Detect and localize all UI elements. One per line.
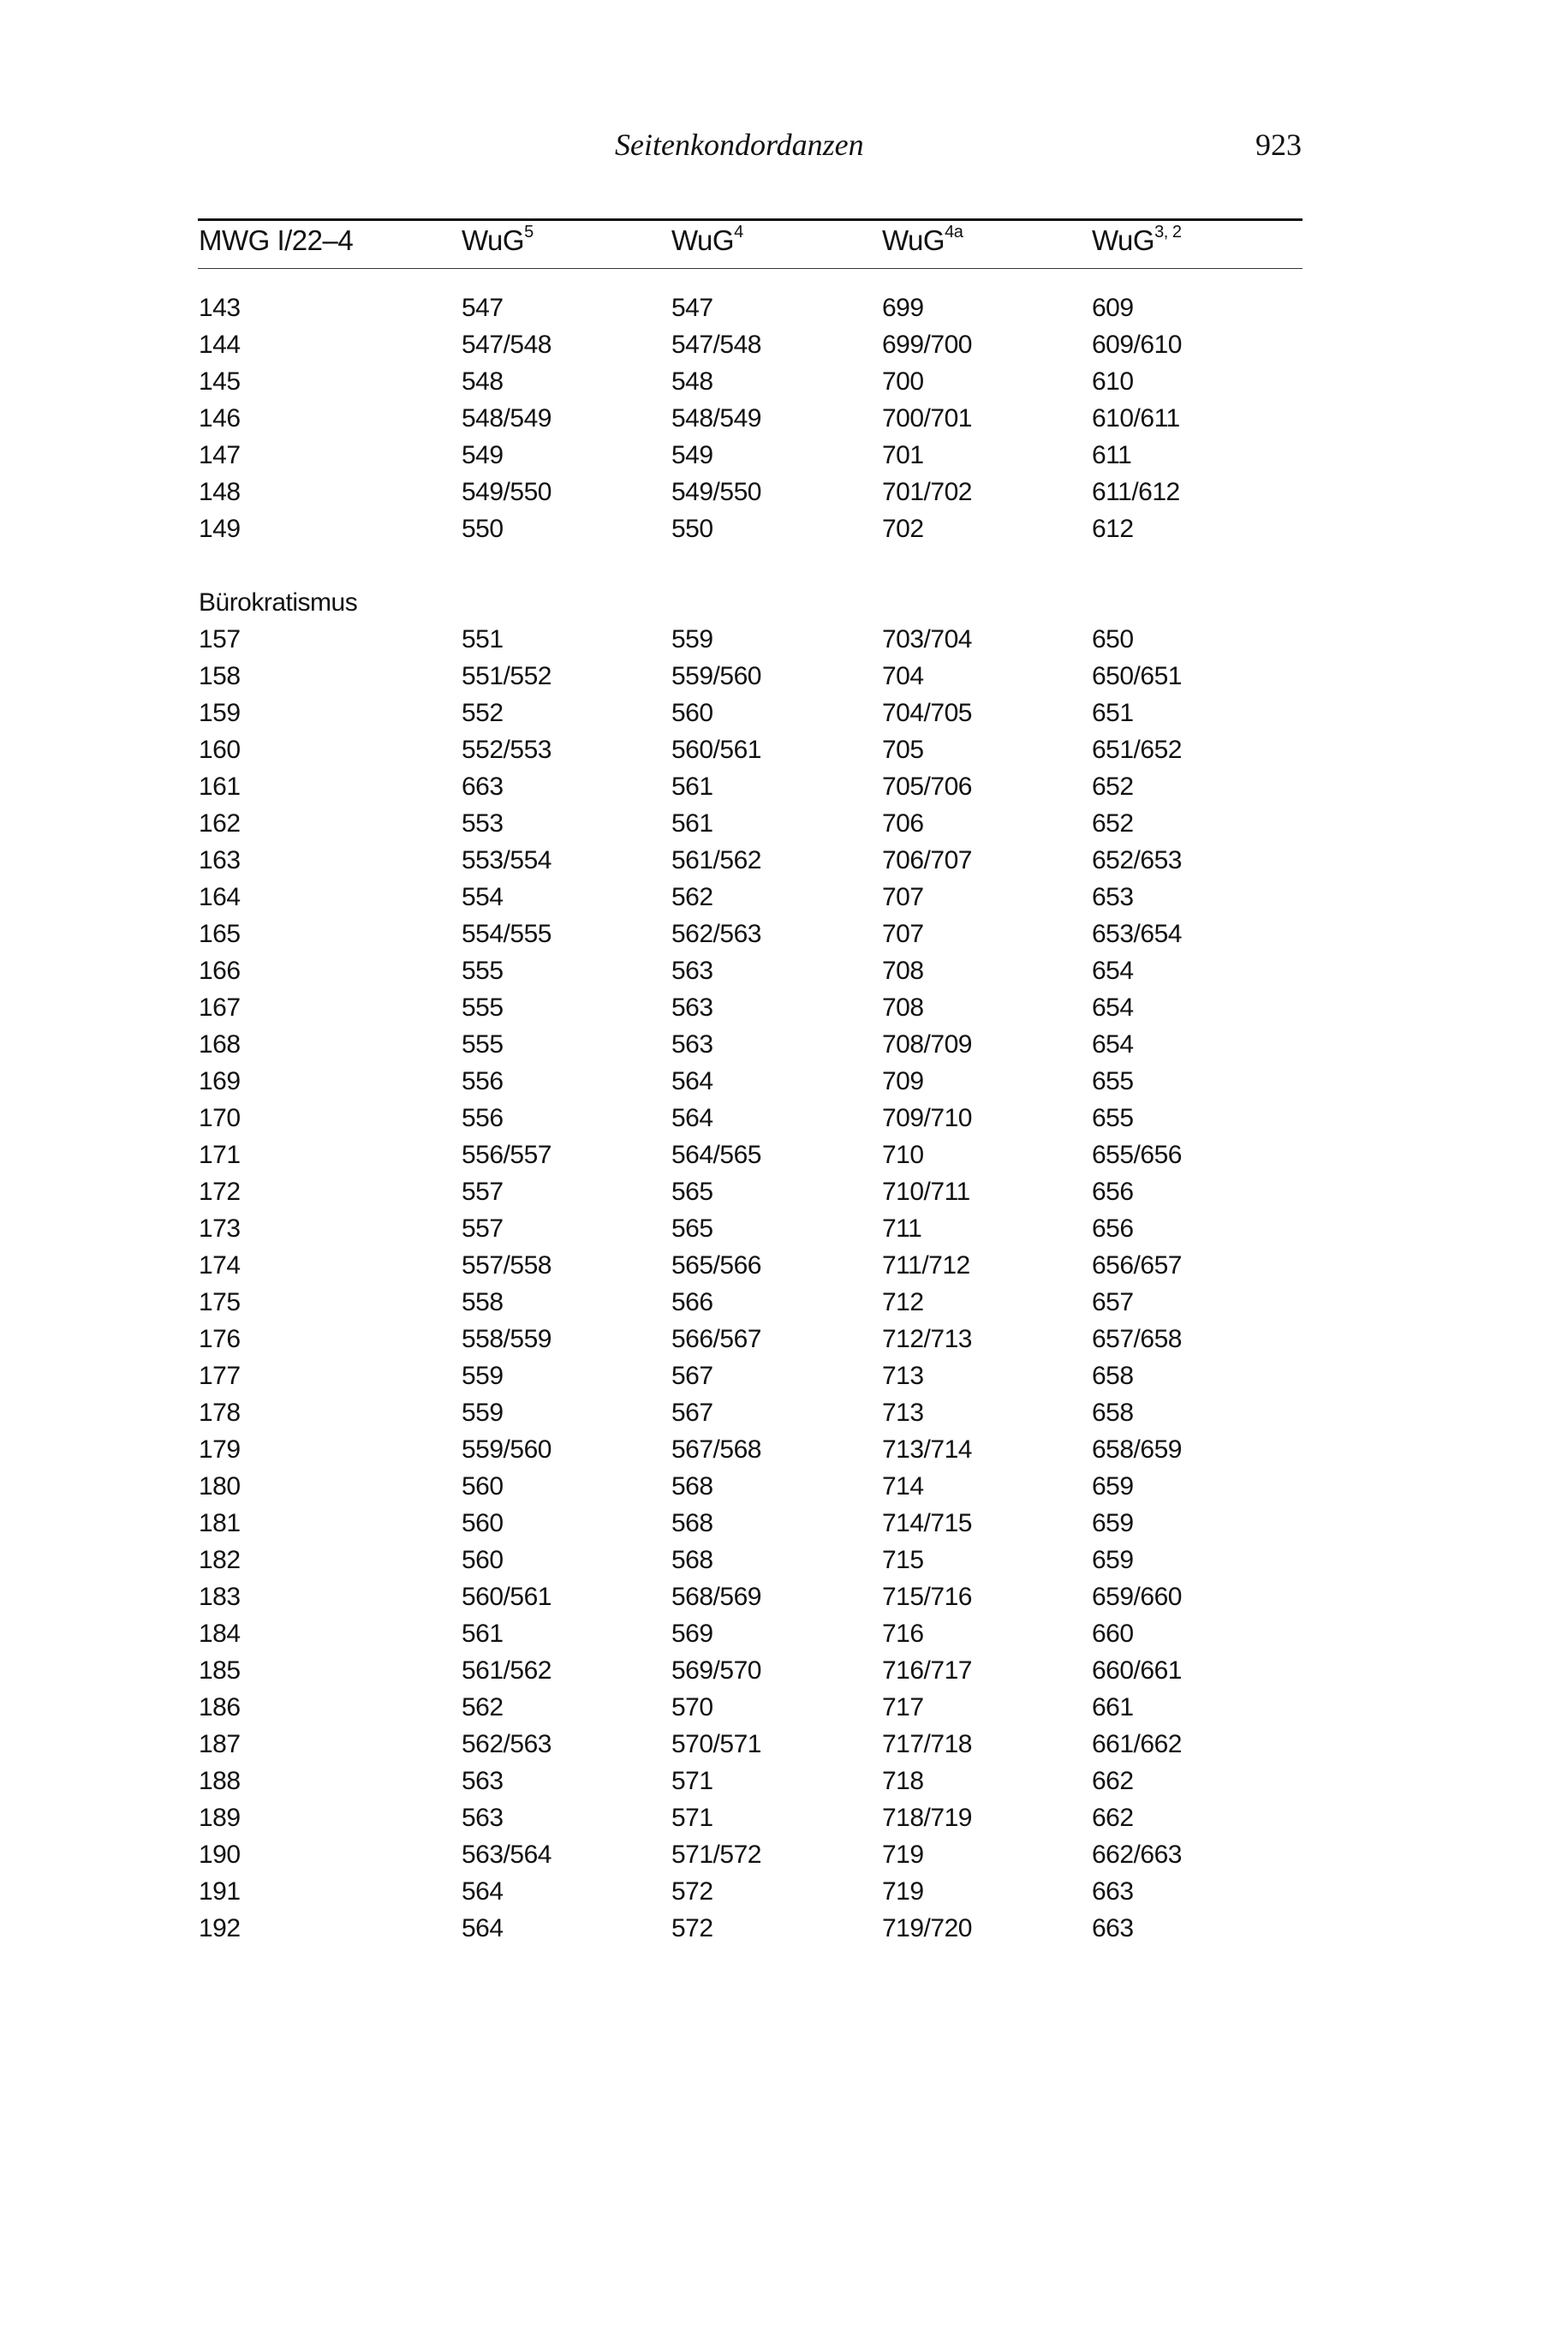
table-cell: 188 (199, 1767, 241, 1795)
table-cell: 611/612 (1092, 478, 1180, 506)
table-cell: 563/564 (462, 1841, 551, 1869)
table-header (0, 224, 1568, 264)
table-cell: 713 (882, 1362, 924, 1390)
running-head (0, 127, 1568, 170)
table-cell: 148 (199, 478, 241, 506)
table-cell: 561/562 (462, 1656, 551, 1685)
column-header: WuG$^{3, 2}$ (1092, 223, 1182, 256)
table-cell: 548/549 (462, 404, 551, 433)
table-cell: 165 (199, 920, 241, 948)
table-cell: 145 (199, 367, 241, 396)
table-cell: 189 (199, 1804, 241, 1832)
table-cell: 610/611 (1092, 404, 1180, 433)
table-cell: 558/559 (462, 1325, 551, 1353)
column-header: WuG$^{4a}$ (882, 223, 963, 256)
table-cell: 611 (1092, 441, 1132, 469)
table-cell: 548/549 (671, 404, 761, 433)
table-cell: 711/712 (882, 1251, 970, 1280)
table-cell: 713 (882, 1399, 924, 1427)
table-cell: 560 (671, 699, 713, 727)
table-cell: 567 (671, 1399, 713, 1427)
table-cell: 658 (1092, 1362, 1134, 1390)
table-row (0, 363, 1568, 400)
table-cell: 170 (199, 1104, 241, 1132)
table-cell: 653/654 (1092, 920, 1182, 948)
table-cell: 559 (671, 625, 713, 653)
table-cell: 171 (199, 1141, 241, 1169)
table-cell: 718 (882, 1767, 924, 1795)
table-cell: 715/716 (882, 1583, 972, 1611)
table-row (0, 916, 1568, 952)
table-cell: 559 (462, 1399, 504, 1427)
table-cell: 658 (1092, 1399, 1134, 1427)
table-cell: 659 (1092, 1472, 1134, 1501)
table-cell: 556 (462, 1104, 504, 1132)
table-cell: 716 (882, 1620, 924, 1648)
table-cell: 560 (462, 1546, 504, 1574)
table-cell: 567 (671, 1362, 713, 1390)
table-cell: 179 (199, 1435, 241, 1464)
table-row (0, 1799, 1568, 1836)
table-cell: 719/720 (882, 1914, 972, 1942)
table-cell: 560/561 (462, 1583, 551, 1611)
table-row (0, 1615, 1568, 1652)
table-cell: 719 (882, 1877, 924, 1906)
table-cell: 565 (671, 1214, 713, 1243)
table-cell: 550 (671, 515, 713, 543)
table-cell: 559/560 (671, 662, 761, 690)
table-cell: 702 (882, 515, 924, 543)
table-cell: 547 (462, 294, 504, 322)
table-row (0, 289, 1568, 326)
table-cell: 708 (882, 957, 924, 985)
table-row (0, 510, 1568, 547)
table-cell: 172 (199, 1178, 241, 1206)
table-cell: 167 (199, 993, 241, 1022)
table-cell: 657/658 (1092, 1325, 1182, 1353)
table-row (0, 695, 1568, 731)
table-row (0, 1726, 1568, 1763)
table-cell: 557 (462, 1178, 504, 1206)
table-cell: 149 (199, 515, 241, 543)
table-cell: 556/557 (462, 1141, 551, 1169)
table-cell: 706/707 (882, 846, 972, 874)
table-row (0, 1542, 1568, 1578)
table-cell: 555 (462, 1030, 504, 1059)
table-cell: 656 (1092, 1178, 1134, 1206)
table-cell: 566/567 (671, 1325, 761, 1353)
table-row (0, 1100, 1568, 1137)
table-row (0, 1652, 1568, 1689)
table-cell: 713/714 (882, 1435, 972, 1464)
table-cell: 551/552 (462, 662, 551, 690)
table-cell: 191 (199, 1877, 241, 1906)
table-cell: 144 (199, 331, 241, 359)
table-cell: 658/659 (1092, 1435, 1182, 1464)
table-cell: 656/657 (1092, 1251, 1182, 1280)
table-cell: 654 (1092, 957, 1134, 985)
table-row (0, 474, 1568, 510)
table-cell: 650/651 (1092, 662, 1182, 690)
table-cell: 710 (882, 1141, 924, 1169)
table-cell: 570 (671, 1693, 713, 1721)
table-cell: 709 (882, 1067, 924, 1095)
table-cell: 562/563 (671, 920, 761, 948)
table-cell: 557/558 (462, 1251, 551, 1280)
table-cell: 563 (671, 993, 713, 1022)
table-row (0, 842, 1568, 879)
table-row (0, 1578, 1568, 1615)
table-cell: 657 (1092, 1288, 1134, 1316)
table-cell: 549 (671, 441, 713, 469)
table-cell: 572 (671, 1877, 713, 1906)
table-cell: 175 (199, 1288, 241, 1316)
section-label-row (0, 584, 1568, 621)
table-row (0, 1137, 1568, 1173)
table-cell: 655 (1092, 1104, 1134, 1132)
table-cell: 552 (462, 699, 504, 727)
table-cell: 562/563 (462, 1730, 551, 1758)
table-cell: 561 (671, 773, 713, 801)
table-cell: 700 (882, 367, 924, 396)
table-cell: 168 (199, 1030, 241, 1059)
table-row (0, 621, 1568, 658)
table-cell: 557 (462, 1214, 504, 1243)
table-cell: 185 (199, 1656, 241, 1685)
table-cell: 146 (199, 404, 241, 433)
table-row (0, 1210, 1568, 1247)
table-cell: 553/554 (462, 846, 551, 874)
table-cell: 663 (1092, 1877, 1134, 1906)
table-cell: 159 (199, 699, 241, 727)
section-gap (0, 547, 1568, 584)
table-row (0, 1910, 1568, 1947)
table-cell: 564 (671, 1067, 713, 1095)
table-cell: 173 (199, 1214, 241, 1243)
table-cell: 163 (199, 846, 241, 874)
table-cell: 174 (199, 1251, 241, 1280)
table-cell: 166 (199, 957, 241, 985)
table-row (0, 1689, 1568, 1726)
table-cell: 655/656 (1092, 1141, 1182, 1169)
table-cell: 565 (671, 1178, 713, 1206)
table-cell: 708 (882, 993, 924, 1022)
table-row (0, 1247, 1568, 1284)
table-cell: 699 (882, 294, 924, 322)
table-cell: 662/663 (1092, 1841, 1182, 1869)
table-row (0, 805, 1568, 842)
table-cell: 164 (199, 883, 241, 911)
table-cell: 714/715 (882, 1509, 972, 1537)
table-cell: 661 (1092, 1693, 1134, 1721)
table-cell: 184 (199, 1620, 241, 1648)
table-cell: 704/705 (882, 699, 972, 727)
page-number: 923 (1255, 128, 1302, 162)
table-cell: 570/571 (671, 1730, 761, 1758)
table-cell: 660/661 (1092, 1656, 1182, 1685)
table-cell: 610 (1092, 367, 1134, 396)
table-cell: 660 (1092, 1620, 1134, 1648)
table-cell: 548 (462, 367, 504, 396)
table-cell: 547 (671, 294, 713, 322)
table-cell: 701 (882, 441, 924, 469)
table-cell: 552/553 (462, 736, 551, 764)
table-cell: 550 (462, 515, 504, 543)
table-cell: 182 (199, 1546, 241, 1574)
table-row (0, 1321, 1568, 1357)
table-row (0, 437, 1568, 474)
table-cell: 547/548 (462, 331, 551, 359)
table-cell: 555 (462, 957, 504, 985)
table-cell: 654 (1092, 993, 1134, 1022)
table-body (0, 289, 1568, 1947)
table-cell: 192 (199, 1914, 241, 1942)
table-cell: 663 (1092, 1914, 1134, 1942)
table-cell: 147 (199, 441, 241, 469)
table-row (0, 1394, 1568, 1431)
table-cell: 568 (671, 1472, 713, 1501)
table-cell: 553 (462, 809, 504, 838)
table-cell: 651/652 (1092, 736, 1182, 764)
table-cell: 160 (199, 736, 241, 764)
table-row (0, 879, 1568, 916)
table-cell: 707 (882, 883, 924, 911)
table-cell: 187 (199, 1730, 241, 1758)
table-cell: 705 (882, 736, 924, 764)
table-row (0, 731, 1568, 768)
table-cell: 562 (671, 883, 713, 911)
table-cell: 652 (1092, 773, 1134, 801)
table-cell: 554 (462, 883, 504, 911)
table-cell: 569 (671, 1620, 713, 1648)
table-cell: 181 (199, 1509, 241, 1537)
table-cell: 656 (1092, 1214, 1134, 1243)
table-cell: 710/711 (882, 1178, 970, 1206)
table-cell: 178 (199, 1399, 241, 1427)
table-top-rule (198, 218, 1303, 221)
table-cell: 655 (1092, 1067, 1134, 1095)
table-cell: 650 (1092, 625, 1134, 653)
table-cell: 709/710 (882, 1104, 972, 1132)
table-cell: 717/718 (882, 1730, 972, 1758)
table-cell: 563 (462, 1804, 504, 1832)
table-cell: 701/702 (882, 478, 972, 506)
table-cell: 708/709 (882, 1030, 972, 1059)
table-cell: 157 (199, 625, 241, 653)
table-cell: 663 (462, 773, 504, 801)
column-header: WuG$^5$ (462, 223, 534, 256)
table-row (0, 1763, 1568, 1799)
table-cell: 558 (462, 1288, 504, 1316)
table-cell: 652 (1092, 809, 1134, 838)
table-cell: 555 (462, 993, 504, 1022)
table-cell: 714 (882, 1472, 924, 1501)
table-row (0, 989, 1568, 1026)
table-row (0, 1026, 1568, 1063)
table-cell: 572 (671, 1914, 713, 1942)
table-row (0, 658, 1568, 695)
table-row (0, 326, 1568, 363)
table-row (0, 1063, 1568, 1100)
table-cell: 547/548 (671, 331, 761, 359)
table-row (0, 768, 1568, 805)
table-cell: 143 (199, 294, 241, 322)
table-cell: 703/704 (882, 625, 972, 653)
table-cell: 564 (462, 1877, 504, 1906)
table-cell: 563 (462, 1767, 504, 1795)
table-cell: 700/701 (882, 404, 972, 433)
table-cell: 651 (1092, 699, 1134, 727)
table-cell: 704 (882, 662, 924, 690)
table-cell: 190 (199, 1841, 241, 1869)
table-cell: 612 (1092, 515, 1134, 543)
table-cell: 706 (882, 809, 924, 838)
table-cell: 161 (199, 773, 241, 801)
table-cell: 561/562 (671, 846, 761, 874)
table-row (0, 400, 1568, 437)
table-cell: 719 (882, 1841, 924, 1869)
table-cell: 564 (462, 1914, 504, 1942)
table-cell: 661/662 (1092, 1730, 1182, 1758)
table-cell: 654 (1092, 1030, 1134, 1059)
table-cell: 548 (671, 367, 713, 396)
column-header: MWG I/22–4 (199, 224, 354, 256)
table-cell: 169 (199, 1067, 241, 1095)
table-row (0, 1468, 1568, 1505)
table-cell: 551 (462, 625, 504, 653)
table-cell: 563 (671, 957, 713, 985)
table-cell: 609 (1092, 294, 1134, 322)
table-cell: 571 (671, 1767, 713, 1795)
table-cell: 564 (671, 1104, 713, 1132)
table-cell: 559 (462, 1362, 504, 1390)
table-cell: 560 (462, 1472, 504, 1501)
table-row (0, 952, 1568, 989)
column-header: WuG$^4$ (671, 223, 743, 256)
table-cell: 609/610 (1092, 331, 1182, 359)
table-header-rule (198, 268, 1303, 269)
table-row (0, 1505, 1568, 1542)
table-cell: 705/706 (882, 773, 972, 801)
table-cell: 712 (882, 1288, 924, 1316)
table-cell: 561 (462, 1620, 504, 1648)
table-cell: 659 (1092, 1546, 1134, 1574)
table-cell: 162 (199, 809, 241, 838)
table-row (0, 1284, 1568, 1321)
table-cell: 659/660 (1092, 1583, 1182, 1611)
table-cell: 177 (199, 1362, 241, 1390)
table-row (0, 1431, 1568, 1468)
table-cell: 549 (462, 441, 504, 469)
table-cell: 180 (199, 1472, 241, 1501)
table-row (0, 1836, 1568, 1873)
table-cell: 564/565 (671, 1141, 761, 1169)
table-row (0, 1357, 1568, 1394)
table-cell: 662 (1092, 1767, 1134, 1795)
table-cell: 186 (199, 1693, 241, 1721)
table-cell: 568 (671, 1546, 713, 1574)
table-cell: 652/653 (1092, 846, 1182, 874)
table-cell: 158 (199, 662, 241, 690)
table-cell: 707 (882, 920, 924, 948)
table-cell: 556 (462, 1067, 504, 1095)
table-cell: 569/570 (671, 1656, 761, 1685)
table-cell: 549/550 (462, 478, 551, 506)
table-cell: 653 (1092, 883, 1134, 911)
table-row (0, 1873, 1568, 1910)
table-cell: 176 (199, 1325, 241, 1353)
table-cell: 563 (671, 1030, 713, 1059)
table-cell: 712/713 (882, 1325, 972, 1353)
table-row (0, 1173, 1568, 1210)
table-cell: 565/566 (671, 1251, 761, 1280)
table-cell: 561 (671, 809, 713, 838)
table-cell: 554/555 (462, 920, 551, 948)
table-cell: 568/569 (671, 1583, 761, 1611)
table-cell: 568 (671, 1509, 713, 1537)
table-cell: 560/561 (671, 736, 761, 764)
table-cell: 659 (1092, 1509, 1134, 1537)
table-cell: 662 (1092, 1804, 1134, 1832)
table-cell: 567/568 (671, 1435, 761, 1464)
table-cell: 571/572 (671, 1841, 761, 1869)
table-cell: 559/560 (462, 1435, 551, 1464)
table-cell: 716/717 (882, 1656, 972, 1685)
table-cell: 717 (882, 1693, 924, 1721)
table-cell: 183 (199, 1583, 241, 1611)
table-cell: 699/700 (882, 331, 972, 359)
section-label: Bürokratismus (199, 588, 358, 617)
table-cell: 560 (462, 1509, 504, 1537)
table-cell: 571 (671, 1804, 713, 1832)
table-cell: 718/719 (882, 1804, 972, 1832)
table-cell: 566 (671, 1288, 713, 1316)
table-cell: 715 (882, 1546, 924, 1574)
running-head-title: Seitenkondordanzen (615, 128, 864, 162)
table-cell: 711 (882, 1214, 922, 1243)
table-cell: 549/550 (671, 478, 761, 506)
table-cell: 562 (462, 1693, 504, 1721)
